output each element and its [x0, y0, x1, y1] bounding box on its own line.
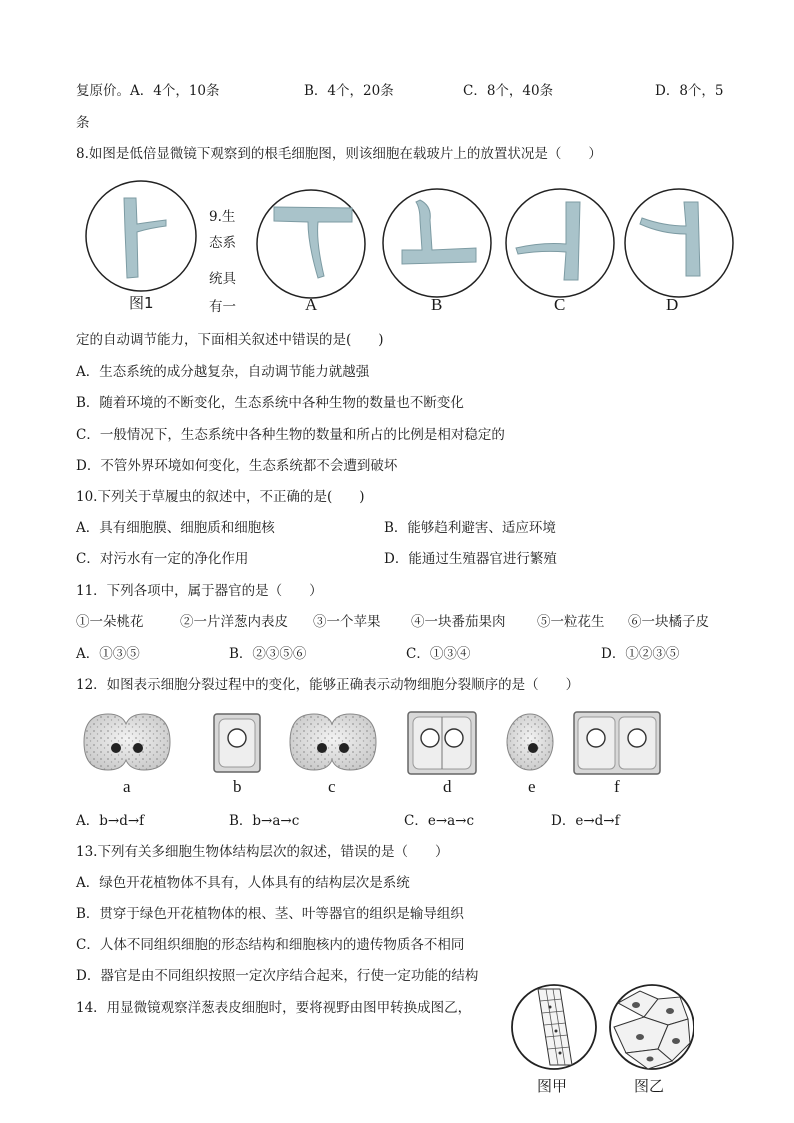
- root-hair-cell-c: [506, 189, 614, 297]
- root-hair-cell-a: [257, 190, 365, 298]
- q13-option-b: B．贯穿于绿色开花植物体的根、茎、叶等器官的组织是输导组织: [76, 906, 464, 922]
- q13-stem: 13.下列有关多细胞生物体结构层次的叙述，错误的是（ ）: [76, 844, 449, 860]
- root-hair-cell-b: [383, 189, 491, 297]
- q11-option-a: A．①③⑤: [76, 646, 140, 662]
- q9-side-2: 态系: [209, 235, 236, 251]
- q12-label-d: d: [443, 777, 452, 796]
- q13-option-d: D．器官是由不同组织按照一定次序结合起来，行使一定功能的结构: [76, 968, 479, 984]
- q12-label-a: a: [123, 777, 131, 796]
- q7-option-d: D．8个，5: [655, 83, 724, 99]
- q10-option-a: A．具有细胞膜、细胞质和细胞核: [76, 520, 275, 536]
- q14-stem: 14．用显微镜观察洋葱表皮细胞时，要将视野由图甲转换成图乙，: [76, 1000, 472, 1016]
- q9-side-3: 统具: [209, 271, 236, 287]
- q11-item-4: ④一块番茄果肉: [411, 614, 506, 630]
- q8-label-c: C: [554, 295, 566, 314]
- q13-option-a: A．绿色开花植物体不具有，人体具有的结构层次是系统: [76, 875, 410, 891]
- q9-stem: 定的自动调节能力，下面相关叙述中错误的是( ): [76, 332, 384, 348]
- q13-option-c: C．人体不同组织细胞的形态结构和细胞核内的遗传物质各不相同: [76, 937, 465, 953]
- q10-option-d: D．能通过生殖器官进行繁殖: [384, 551, 557, 567]
- q9-side-4: 有一: [209, 299, 236, 315]
- q11-option-c: C．①③④: [406, 646, 471, 662]
- q9-option-a: A．生态系统的成分越复杂，自动调节能力就越强: [76, 364, 370, 380]
- q9-side-1: 9.生: [209, 209, 236, 225]
- cell-d-plant-dividing: [408, 712, 476, 774]
- q7-line: 复原价。A．4个，10条: [76, 83, 220, 99]
- q14-figure: [508, 983, 694, 1073]
- q10-option-b: B．能够趋利避害、适应环境: [384, 520, 556, 536]
- cell-a-animal-dividing: [84, 714, 170, 770]
- cell-c-animal-dividing: [290, 714, 376, 770]
- q14-fig-label-yi: 图乙: [634, 1077, 665, 1095]
- q9-option-c: C．一般情况下，生态系统中各种生物的数量和所占的比例是相对稳定的: [76, 427, 505, 443]
- onion-cells-high-power: [610, 985, 694, 1069]
- q7-wrap: 条: [76, 115, 90, 131]
- q8-figure: [80, 180, 740, 316]
- q8-label-b: B: [431, 295, 443, 314]
- q8-label-a: A: [305, 295, 318, 314]
- root-hair-cell-d: [625, 189, 733, 297]
- q12-stem: 12．如图表示细胞分裂过程中的变化，能够正确表示动物细胞分裂顺序的是（ ）: [76, 677, 580, 693]
- cell-e-animal: [507, 714, 553, 770]
- q7-option-c: C．8个，40条: [463, 83, 554, 99]
- q10-option-c: C．对污水有一定的净化作用: [76, 551, 249, 567]
- q7-option-b: B．4个，20条: [304, 83, 394, 99]
- q12-option-d: D．e→d→f: [551, 813, 620, 829]
- q11-item-1: ①一朵桃花: [76, 614, 144, 630]
- q11-option-d: D．①②③⑤: [601, 646, 680, 662]
- q12-label-f: f: [614, 777, 620, 796]
- q11-option-b: B．②③⑤⑥: [229, 646, 307, 662]
- q11-item-6: ⑥一块橘子皮: [628, 614, 709, 630]
- q12-figure: [78, 708, 668, 778]
- q12-option-a: A．b→d→f: [76, 813, 145, 829]
- q14-fig-label-jia: 图甲: [537, 1077, 568, 1095]
- q11-item-3: ③一个苹果: [313, 614, 381, 630]
- cell-b-plant: [214, 714, 260, 772]
- cell-f-plant-divided: [574, 712, 660, 774]
- q11-stem: 11．下列各项中，属于器官的是（ ）: [76, 583, 323, 599]
- q11-item-2: ②一片洋葱内表皮: [180, 614, 288, 630]
- q11-item-5: ⑤一粒花生: [537, 614, 605, 630]
- q12-option-c: C．e→a→c: [404, 813, 475, 829]
- q9-option-d: D．不管外界环境如何变化，生态系统都不会遭到破坏: [76, 458, 398, 474]
- q12-label-c: c: [328, 777, 336, 796]
- onion-cells-low-power: [512, 985, 596, 1069]
- q12-option-b: B．b→a→c: [229, 813, 300, 829]
- root-hair-cell-fig1: [86, 181, 196, 291]
- q10-stem: 10.下列关于草履虫的叙述中，不正确的是( ): [76, 489, 365, 505]
- q9-option-b: B．随着环境的不断变化，生态系统中各种生物的数量也不断变化: [76, 395, 464, 411]
- q8-stem: 8.如图是低倍显微镜下观察到的根毛细胞图，则该细胞在载玻片上的放置状况是（ ）: [76, 146, 602, 162]
- q12-label-e: e: [528, 777, 536, 796]
- q8-label-d: D: [666, 295, 679, 314]
- q8-fig1-label: 图1: [129, 294, 154, 312]
- q12-label-b: b: [233, 777, 242, 796]
